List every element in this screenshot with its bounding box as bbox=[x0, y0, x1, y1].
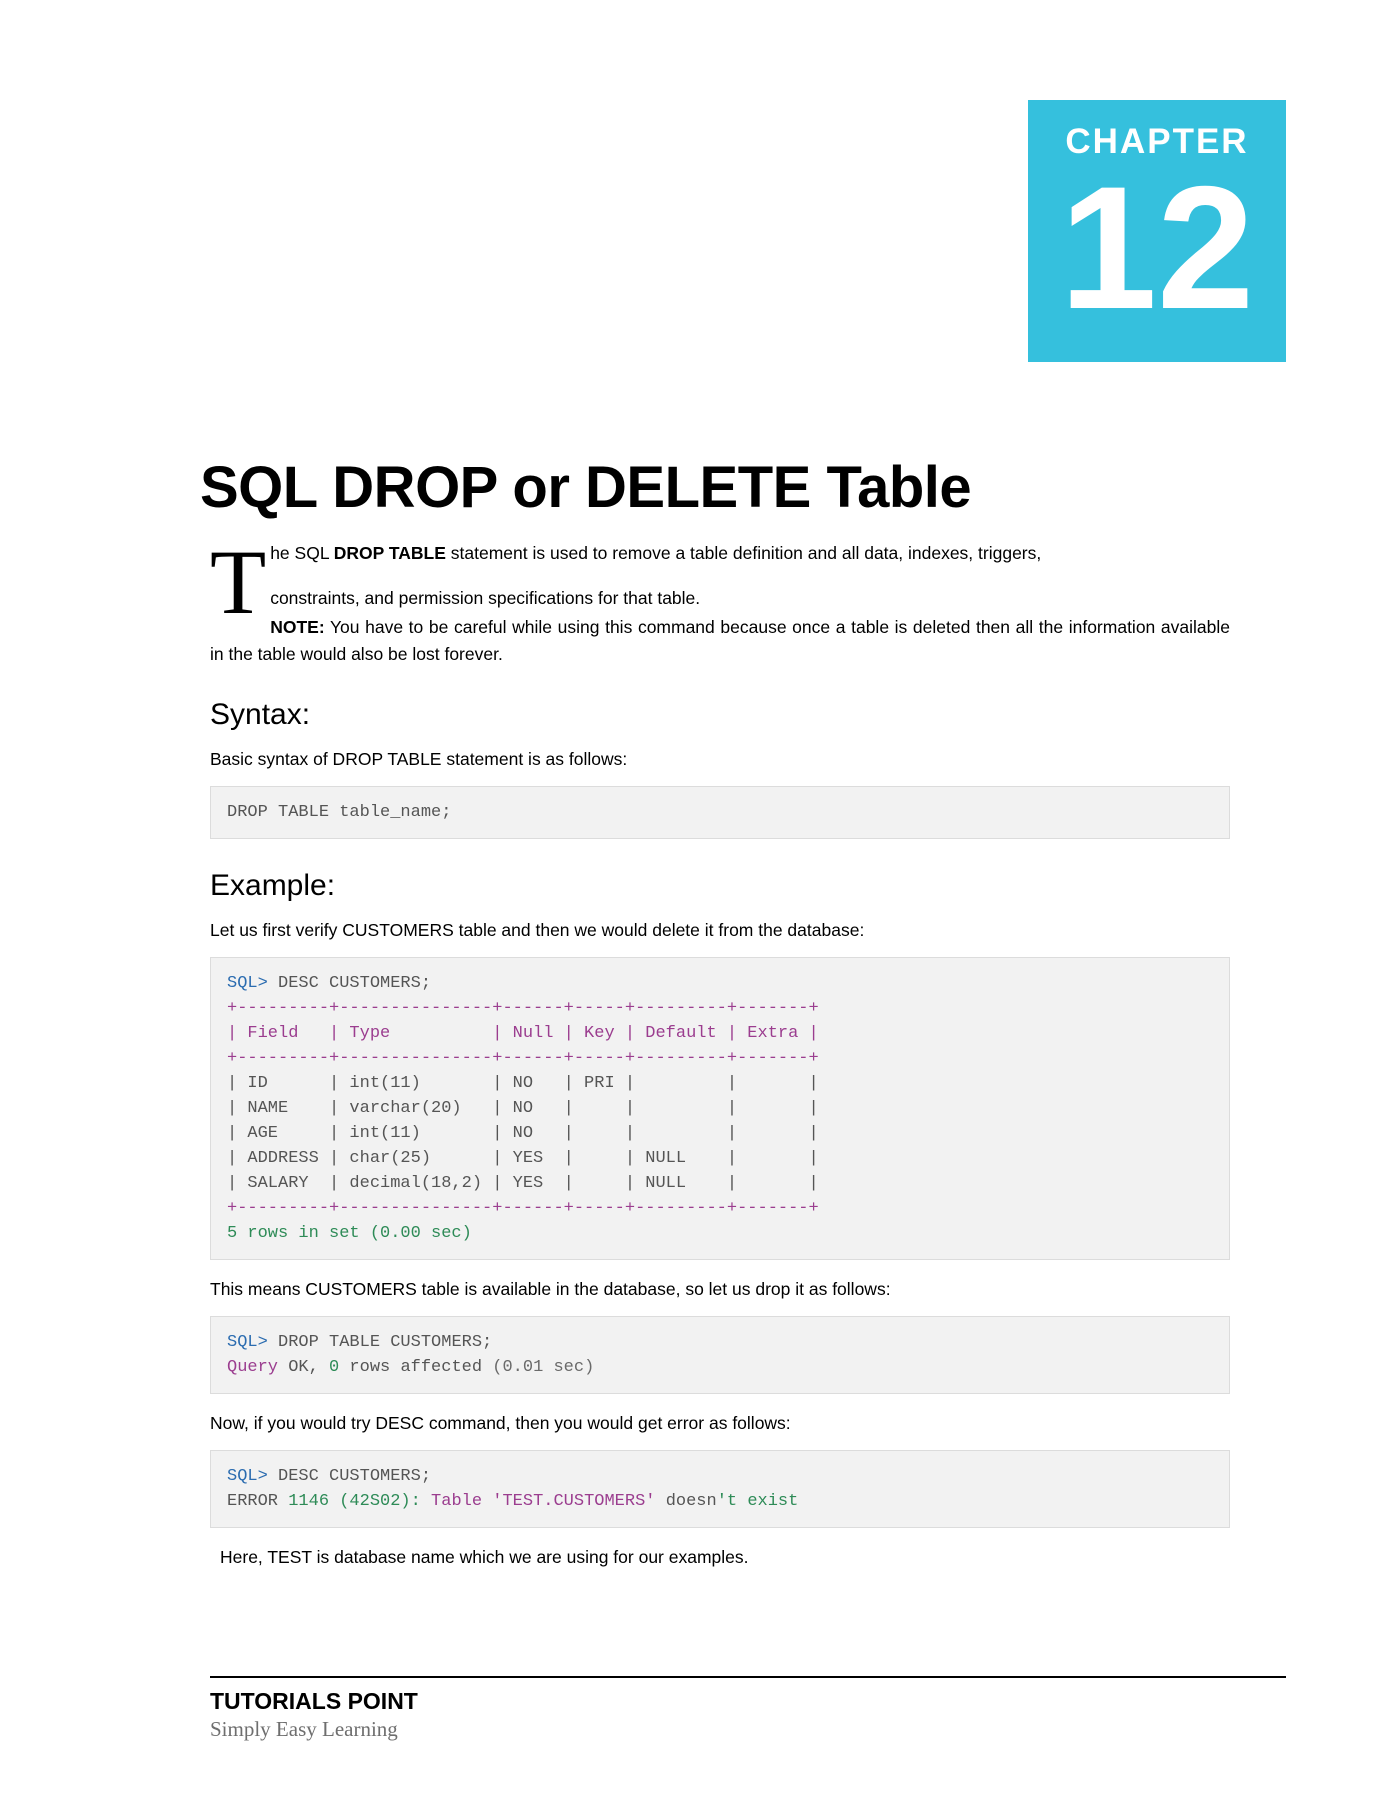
intro-continuation: constraints, and permission specifications for that table. bbox=[270, 588, 701, 608]
footer-title: TUTORIALS POINT bbox=[210, 1688, 418, 1714]
desc-row: | AGE | int(11) | NO | | | | bbox=[227, 1124, 819, 1143]
page-footer bbox=[210, 1676, 1286, 1742]
intro-text-a: he SQL bbox=[270, 543, 334, 563]
desc-result: 5 rows in set (0.00 sec) bbox=[227, 1224, 472, 1243]
drop-description: This means CUSTOMERS table is available in the database, so let us drop it as follows: bbox=[210, 1279, 891, 1299]
syntax-description: Basic syntax of DROP TABLE statement is as follows: bbox=[210, 749, 628, 769]
desc-command: DESC CUSTOMERS; bbox=[267, 974, 432, 993]
chapter-number: 12 bbox=[1059, 151, 1255, 346]
desc-sep-3: +---------+---------------+------+-----+---------+-------+ bbox=[227, 1199, 819, 1218]
desc-sep-1: +---------+---------------+------+-----+---------+-------+ bbox=[227, 999, 819, 1018]
note-label: NOTE: bbox=[270, 617, 325, 637]
error-text-f: 't exist bbox=[716, 1492, 799, 1511]
closing-paragraph: Here, TEST is database name which we are using for our examples. bbox=[220, 1547, 749, 1567]
error-text-a: ERROR bbox=[227, 1492, 289, 1511]
document-body bbox=[210, 531, 1230, 1584]
desc-header-row: | Field | Type | Null | Key | Default | Extra | bbox=[227, 1024, 819, 1043]
chapter-label: CHAPTER bbox=[1065, 122, 1249, 161]
page-title: SQL DROP or DELETE Table bbox=[200, 454, 972, 520]
note-paragraph bbox=[210, 614, 1230, 668]
example-heading: Example: bbox=[210, 869, 336, 902]
drop-result-d: rows affected bbox=[339, 1358, 493, 1377]
desc-code-block bbox=[210, 957, 1230, 1260]
drop-cap: T bbox=[210, 531, 267, 633]
error-text-b: 1146 (42S02): bbox=[288, 1492, 421, 1511]
sql-prompt: SQL> bbox=[227, 1467, 268, 1486]
error-text-d: 'TEST.CUSTOMERS' bbox=[492, 1492, 656, 1511]
drop-command: DROP TABLE CUSTOMERS; bbox=[267, 1333, 493, 1352]
error-command: DESC CUSTOMERS; bbox=[267, 1467, 432, 1486]
error-text-c: Table bbox=[420, 1492, 493, 1511]
syntax-code-block bbox=[210, 786, 1230, 839]
drop-code-block bbox=[210, 1316, 1230, 1394]
example-description: Let us first verify CUSTOMERS table and then we would delete it from the database: bbox=[210, 920, 865, 940]
footer-subtitle: Simply Easy Learning bbox=[210, 1717, 398, 1741]
syntax-code-text: DROP TABLE table_name; bbox=[227, 803, 452, 822]
intro-bold-term: DROP TABLE bbox=[333, 543, 446, 563]
note-text: You have to be careful while using this command because once a table is deleted then all the information available in the table would also be lost forever. bbox=[210, 617, 1230, 664]
drop-result-e: (0.01 sec) bbox=[492, 1358, 595, 1377]
drop-result-b: OK, bbox=[278, 1358, 330, 1377]
error-text-e: doesn bbox=[655, 1492, 717, 1511]
drop-result-a: Query bbox=[227, 1358, 279, 1377]
desc-row: | NAME | varchar(20) | NO | | | | bbox=[227, 1099, 819, 1118]
intro-text-b: statement is used to remove a table definition and all data, indexes, triggers, bbox=[445, 543, 1042, 563]
syntax-heading: Syntax: bbox=[210, 698, 311, 731]
desc-row: | ADDRESS | char(25) | YES | | NULL | | bbox=[227, 1149, 819, 1168]
error-code-block bbox=[210, 1450, 1230, 1528]
sql-prompt: SQL> bbox=[227, 1333, 268, 1352]
error-description: Now, if you would try DESC command, then you would get error as follows: bbox=[210, 1413, 791, 1433]
chapter-badge bbox=[1028, 100, 1286, 362]
drop-result-c: 0 bbox=[329, 1358, 340, 1377]
desc-row: | SALARY | decimal(18,2) | YES | | NULL | | bbox=[227, 1174, 819, 1193]
desc-sep-2: +---------+---------------+------+-----+---------+-------+ bbox=[227, 1049, 819, 1068]
sql-prompt: SQL> bbox=[227, 974, 268, 993]
desc-row: | ID | int(11) | NO | PRI | | | bbox=[227, 1074, 819, 1093]
